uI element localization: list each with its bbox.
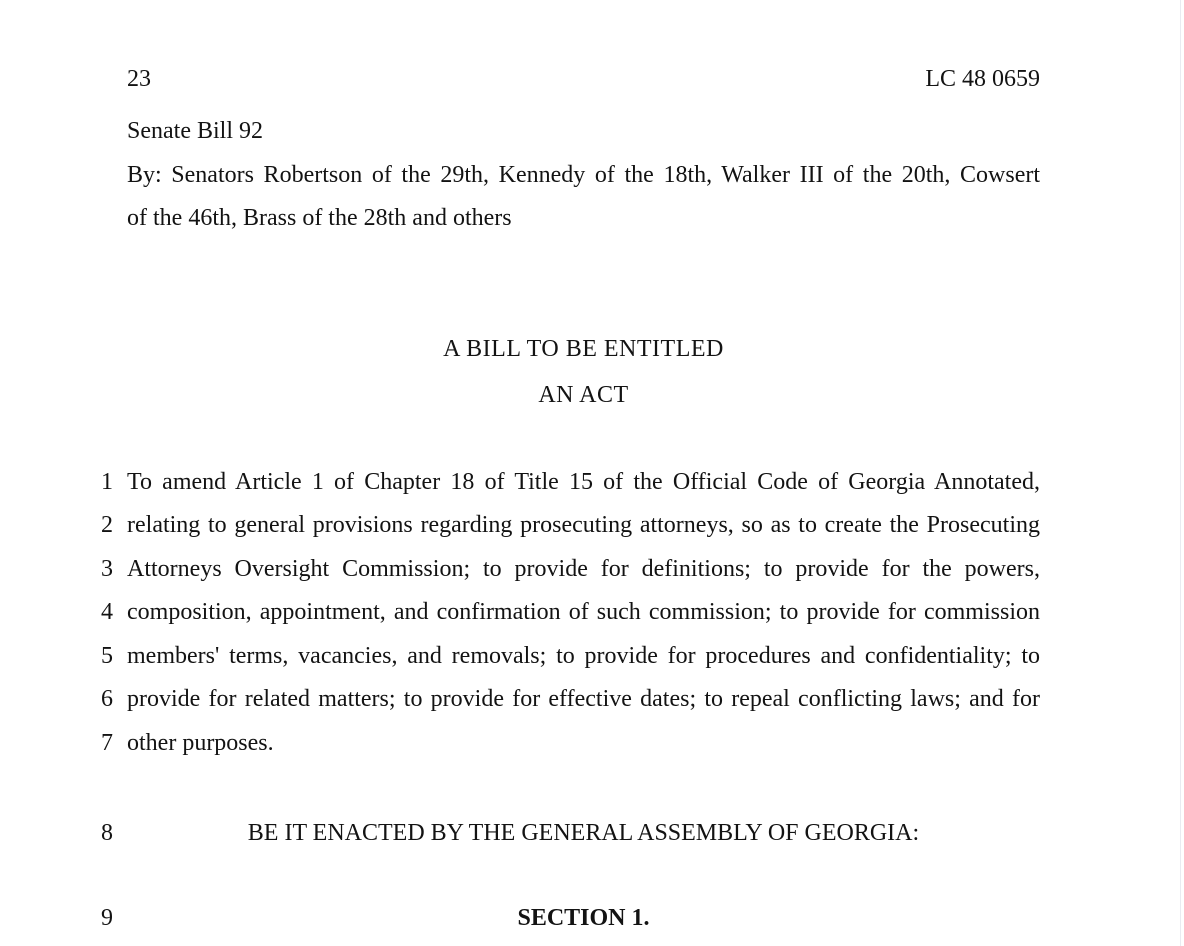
page-edge-line — [1180, 0, 1181, 946]
sponsor-row-2 — [60, 203, 1040, 233]
sponsor-line-1: By: Senators Robertson of the 29th, Kennedy of the 18th, Walker III of the 20th, Cowsert — [127, 162, 1040, 188]
line-text: other purposes. — [127, 730, 274, 756]
line-number: 2 — [101, 512, 113, 538]
bill-line — [60, 684, 1040, 714]
bill-name: Senate Bill 92 — [127, 118, 263, 144]
line-number: 9 — [101, 905, 113, 931]
bill-title-line-1: A BILL TO BE ENTITLED — [443, 336, 724, 362]
document-header — [60, 64, 1040, 94]
bill-line — [60, 641, 1040, 671]
lc-number: LC 48 0659 — [925, 66, 1040, 92]
line-number: 1 — [101, 469, 113, 495]
line-number: 7 — [101, 730, 113, 756]
bill-line — [60, 597, 1040, 627]
bill-title-line-2: AN ACT — [538, 382, 629, 408]
bill-line — [60, 510, 1040, 540]
sponsor-line-2: of the 46th, Brass of the 28th and others — [127, 205, 512, 231]
enacting-clause: BE IT ENACTED BY THE GENERAL ASSEMBLY OF GEORGIA: — [247, 820, 920, 846]
line-number: 6 — [101, 686, 113, 712]
line-number: 5 — [101, 643, 113, 669]
line-text: composition, appointment, and confirmation of such commission; to provide for commission — [127, 599, 1040, 625]
line-text: provide for related matters; to provide for effective dates; to repeal conflicting laws; and for — [127, 686, 1040, 712]
bill-line — [60, 554, 1040, 584]
line-text: To amend Article 1 of Chapter 18 of Title 15 of the Official Code of Georgia Annotated, — [127, 469, 1040, 495]
bill-line — [60, 818, 1040, 848]
title-row-2 — [60, 380, 1040, 410]
line-text: Attorneys Oversight Commission; to provide for definitions; to provide for the powers, — [127, 556, 1040, 582]
bill-line — [60, 728, 1040, 758]
line-number: 4 — [101, 599, 113, 625]
bill-name-row — [60, 116, 1040, 146]
sponsor-row-1 — [60, 160, 1040, 190]
line-number: 8 — [101, 820, 113, 846]
line-number: 3 — [101, 556, 113, 582]
bill-line — [60, 467, 1040, 497]
bill-line — [60, 903, 1040, 933]
session-year: 23 — [127, 66, 151, 92]
line-text: relating to general provisions regarding prosecuting attorneys, so as to create the Prosecuting — [127, 512, 1040, 538]
section-heading: SECTION 1. — [517, 905, 650, 931]
line-text: members' terms, vacancies, and removals; to provide for procedures and confidentiality; to — [127, 643, 1040, 669]
title-row-1 — [60, 334, 1040, 364]
